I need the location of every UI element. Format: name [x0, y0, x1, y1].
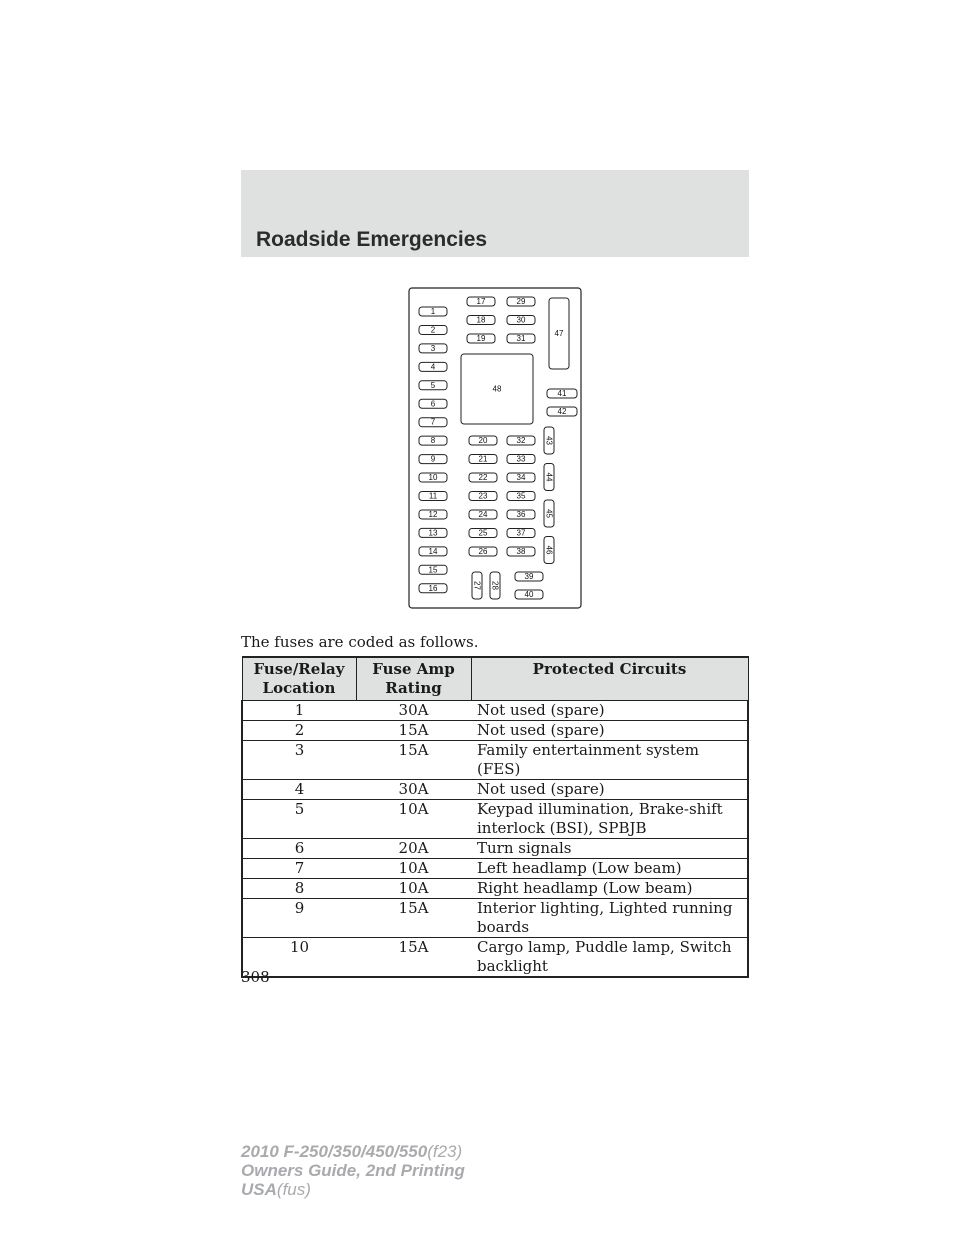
fuse-4-label: 4 — [430, 362, 436, 372]
fuse-34 — [507, 473, 535, 482]
fuse-5 — [419, 381, 447, 390]
fuse-25 — [469, 529, 497, 538]
fuse-amp: 10A — [356, 879, 471, 899]
fuse-37-label: 37 — [516, 528, 526, 538]
table-row — [242, 839, 748, 859]
fuse-location: 1 — [242, 701, 356, 721]
fuse-25-label: 25 — [478, 528, 488, 538]
fuse-40-label: 40 — [524, 590, 534, 599]
table-body — [242, 701, 748, 978]
fuse-amp: 30A — [356, 780, 471, 800]
footer-market-code: (fus) — [276, 1180, 311, 1199]
fuse-amp: 15A — [356, 938, 471, 978]
footer-model-code: (f23) — [427, 1142, 463, 1161]
fuse-2 — [419, 325, 447, 334]
footer-line-2: Owners Guide, 2nd Printing — [241, 1161, 465, 1180]
fuse-circuit: Turn signals — [471, 839, 748, 859]
fuse-10-label: 10 — [428, 473, 438, 483]
fuse-36-label: 36 — [516, 510, 526, 519]
fuse-5-label: 5 — [430, 380, 436, 390]
fuse-20-label: 20 — [478, 436, 488, 445]
page-number: 308 — [241, 968, 270, 986]
fuse-12 — [419, 510, 447, 519]
fuse-15 — [419, 565, 447, 574]
fuse-18-label: 18 — [476, 315, 486, 325]
fuse-45-label: 45 — [544, 509, 554, 518]
fuse-circuit: Cargo lamp, Puddle lamp, Switch backlight — [471, 938, 748, 978]
fuse-19 — [467, 334, 495, 343]
footer-market: USA — [241, 1180, 277, 1199]
fuse-21-label: 21 — [478, 454, 488, 464]
fuse-37 — [507, 529, 535, 538]
fuse-location: 2 — [242, 721, 356, 741]
fuse-46-label: 46 — [544, 545, 554, 555]
fuse-17 — [467, 297, 495, 306]
relay-48 — [461, 354, 533, 424]
fuse-location: 9 — [242, 899, 356, 938]
fuse-33 — [507, 455, 535, 464]
fuse-31-label: 31 — [516, 334, 526, 343]
fuse-amp: 10A — [356, 800, 471, 839]
fuse-location: 8 — [242, 879, 356, 899]
fuse-26-label: 26 — [478, 547, 488, 556]
fuse-41-label: 41 — [557, 389, 567, 398]
fuse-42 — [547, 407, 577, 416]
fuse-26 — [469, 547, 497, 556]
fuse-38 — [507, 547, 535, 556]
fuse-32 — [507, 436, 535, 445]
header-protected-circuits: Protected Circuits — [471, 657, 748, 701]
fuse-31 — [507, 334, 535, 343]
fuse-30-label: 30 — [516, 315, 526, 325]
fuse-39-label: 39 — [524, 572, 534, 581]
fuse-11 — [419, 492, 447, 501]
table-row — [242, 859, 748, 879]
intro-text: The fuses are coded as follows. — [241, 633, 479, 651]
relay-47-label: 47 — [554, 329, 564, 338]
fuse-circuit: Family entertainment system (FES) — [471, 741, 748, 780]
fuse-21 — [469, 455, 497, 464]
relay-47 — [549, 298, 569, 369]
fuse-22 — [469, 473, 497, 482]
fuse-amp: 15A — [356, 899, 471, 938]
fuse-amp: 15A — [356, 741, 471, 780]
fuse-41 — [547, 389, 577, 398]
fuse-9-label: 9 — [430, 454, 436, 464]
fuse-3-label: 3 — [430, 343, 436, 353]
fuse-46 — [544, 537, 554, 564]
fuse-17-label: 17 — [476, 297, 486, 306]
fuse-amp: 30A — [356, 701, 471, 721]
fuse-3 — [419, 344, 447, 353]
fuse-location: 4 — [242, 780, 356, 800]
footer-model: 2010 F-250/350/450/550 — [241, 1142, 428, 1161]
fuse-35 — [507, 492, 535, 501]
fuse-amp: 15A — [356, 721, 471, 741]
fuse-22-label: 22 — [478, 473, 488, 482]
fuse-amp: 10A — [356, 859, 471, 879]
table-row — [242, 741, 748, 780]
fuse-43 — [544, 427, 554, 454]
fuse-7 — [419, 418, 447, 427]
fuse-29 — [507, 297, 535, 306]
fuse-32-label: 32 — [516, 436, 526, 445]
fuse-24-label: 24 — [478, 510, 488, 519]
fuse-circuit: Left headlamp (Low beam) — [471, 859, 748, 879]
fuse-location: 7 — [242, 859, 356, 879]
table-row — [242, 899, 748, 938]
fuse-6 — [419, 399, 447, 408]
fuse-location: 6 — [242, 839, 356, 859]
fuse-15-label: 15 — [428, 565, 438, 575]
fuse-circuit: Not used (spare) — [471, 721, 748, 741]
fuse-20 — [469, 436, 497, 445]
fuse-amp: 20A — [356, 839, 471, 859]
table-row — [242, 800, 748, 839]
footer-line-1 — [241, 1142, 465, 1161]
fuse-16 — [419, 584, 447, 593]
table-header-row — [242, 657, 748, 701]
fuse-33-label: 33 — [516, 454, 526, 464]
fuse-23 — [469, 492, 497, 501]
relay-48-label: 48 — [492, 384, 502, 394]
fuse-circuit: Not used (spare) — [471, 780, 748, 800]
section-title: Roadside Emergencies — [256, 228, 488, 251]
fuse-1 — [419, 307, 447, 316]
footer — [241, 1142, 465, 1199]
table-row — [242, 721, 748, 741]
fuse-circuit: Not used (spare) — [471, 701, 748, 721]
fuse-40 — [515, 590, 543, 599]
fuse-13 — [419, 528, 447, 537]
header-amp-rating: Fuse Amp Rating — [356, 657, 471, 701]
fuse-13-label: 13 — [428, 528, 438, 538]
fuse-circuit: Right headlamp (Low beam) — [471, 879, 748, 899]
fuse-location: 3 — [242, 741, 356, 780]
fuse-12-label: 12 — [428, 509, 438, 519]
fuse-panel-diagram — [408, 287, 582, 609]
fuse-circuit: Keypad illumination, Brake-shift interlock (BSI), SPBJB — [471, 800, 748, 839]
fuse-45 — [544, 500, 554, 527]
fuse-16-label: 16 — [428, 583, 438, 593]
table-row — [242, 879, 748, 899]
fuse-24 — [469, 510, 497, 519]
fuse-36 — [507, 510, 535, 519]
fuse-28-label: 28 — [490, 581, 500, 590]
fuse-44 — [544, 464, 554, 491]
fuse-circuit: Interior lighting, Lighted running boards — [471, 899, 748, 938]
fuse-43-label: 43 — [544, 436, 554, 445]
fuse-1-label: 1 — [430, 307, 436, 316]
fuse-39 — [515, 572, 543, 581]
fuse-23-label: 23 — [478, 491, 488, 501]
fuse-27-label: 27 — [472, 581, 482, 590]
fuse-38-label: 38 — [516, 547, 526, 556]
fuse-9 — [419, 455, 447, 464]
fuse-14 — [419, 547, 447, 556]
fuse-7-label: 7 — [430, 417, 436, 427]
fuse-18 — [467, 316, 495, 325]
fuse-location: 5 — [242, 800, 356, 839]
fuse-10 — [419, 473, 447, 482]
fuse-35-label: 35 — [516, 491, 526, 501]
header-location: Fuse/Relay Location — [242, 657, 356, 701]
fuse-27 — [472, 572, 482, 599]
fuse-8 — [419, 436, 447, 445]
table-row — [242, 938, 748, 978]
footer-line-3 — [241, 1180, 465, 1199]
fuse-8-label: 8 — [430, 436, 436, 446]
fuse-19-label: 19 — [476, 334, 486, 343]
fuse-2-label: 2 — [430, 325, 436, 335]
fuse-28 — [490, 572, 500, 599]
fuse-table — [241, 656, 749, 978]
fuse-location: 10 — [242, 938, 356, 978]
fuse-44-label: 44 — [544, 472, 554, 482]
fuse-29-label: 29 — [516, 297, 526, 306]
table-row — [242, 780, 748, 800]
fuse-6-label: 6 — [430, 399, 436, 409]
fuse-11-label: 11 — [428, 491, 438, 501]
fuse-30 — [507, 316, 535, 325]
fuse-42-label: 42 — [557, 407, 567, 416]
table-row — [242, 701, 748, 721]
fuse-34-label: 34 — [516, 473, 526, 482]
fuse-4 — [419, 362, 447, 371]
fuse-14-label: 14 — [428, 546, 438, 556]
